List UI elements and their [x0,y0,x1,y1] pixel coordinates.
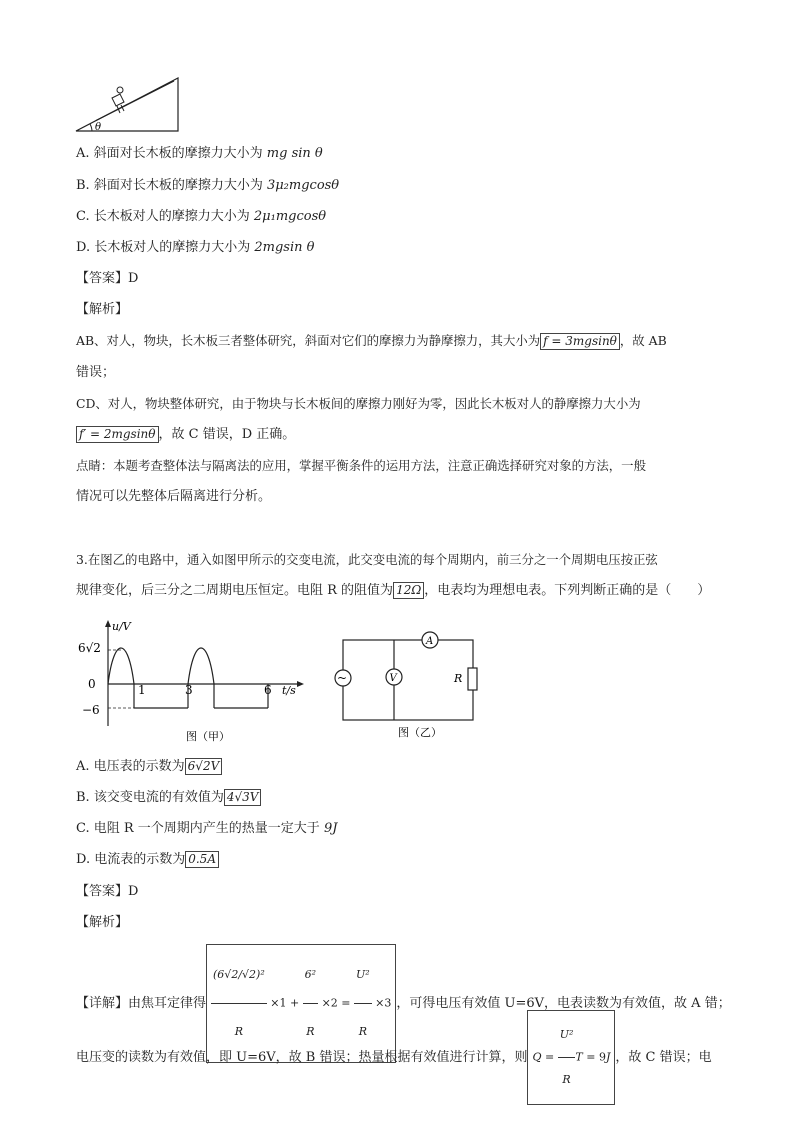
heat-equation: Q = $\frac{\text{U²}}{R}$ T = 9J [527,1010,615,1105]
q3-option-a: A. 电压表的示数为 6√2V [76,758,222,776]
q2-analysis-line-6: 情况可以先整体后隔离进行分析。 [76,489,272,504]
angle-label: θ [95,122,102,133]
x-axis-label: t/s [282,684,296,697]
x-tick-6: 6 [264,683,272,697]
q2-analysis-line-2: 错误； [76,365,116,380]
resistance-value: 12Ω [393,582,424,599]
ammeter-label: A [426,636,434,647]
q2-option-b: B. 斜面对长木板的摩擦力大小为 3μ₂mgcosθ [76,178,340,193]
q3-option-d: D. 电流表的示数为 0.5A [76,851,219,869]
graph-caption: 图（甲） [186,730,230,743]
q3-detail-line-2: 电压变的读数为有效值，即 U=6V，故 B 错误；热量根据有效值进行计算，则 Q = $\frac{\text{U²}}{R}$ T = 9J ，故 C 错误；电 [76,1010,712,1105]
q3-answer: 【答案】D [76,884,139,899]
q2-analysis-line-1: AB、对人，物块，长木板三者整体研究，斜面对它们的摩擦力为静摩擦力，其大小为 f = 3mgsinθ ，故 AB [76,333,667,348]
x-tick-1: 1 [138,683,146,697]
q3-detail-line-1: 【详解】由焦耳定律得 $\frac{\text{(6√2/√2)²}}{R}$ ×1 + $\frac{\text{6²}}{R}$ ×2 = $\frac{\text{U²}}{R}$ ×3，可得电压有效值 U=6V，电表读数为有效值，故 A 错； [76,944,731,1063]
voltage-time-graph [76,618,310,744]
q3-stem-line-2: 规律变化，后三分之二周期电压恒定。电阻 R 的阻值为 12Ω ，电表均为理想电表。下列判断正确的是（ ） [76,583,711,598]
incline-figure [74,72,186,134]
q2-option-c: C. 长木板对人的摩擦力大小为 2μ₁mgcosθ [76,209,327,224]
y-axis-label: u/V [112,620,131,633]
q3-stem-line-1: 3.在图乙的电路中，通入如图甲所示的交变电流，此交变电流的每个周期内，前三分之一个周期电压按正弦 [76,552,658,567]
q2-analysis-heading: 【解析】 [76,302,129,317]
y-top-label: 6√2 [78,641,101,655]
q2-analysis-line-5: 点睛：本题考查整体法与隔离法的应用，掌握平衡条件的运用方法，注意正确选择研究对象的方法，一般 [76,458,646,473]
y-zero-label: 0 [88,677,96,691]
ac-source-symbol: ~ [337,671,348,685]
voltmeter-label: V [389,673,397,684]
friction-eq-2: f′ = 2mgsinθ [76,426,159,443]
circuit-caption: 图（乙） [398,726,442,739]
q2-analysis-line-4: f′ = 2mgsinθ ，故 C 错误，D 正确。 [76,426,295,444]
q3-option-c: C. 电阻 R 一个周期内产生的热量一定大于 9J [76,821,338,836]
circuit-diagram [326,630,486,740]
friction-eq-1: f = 3mgsinθ [540,333,620,350]
q3-analysis-heading: 【解析】 [76,915,129,930]
x-tick-3: 3 [185,683,193,697]
joule-equation: $\frac{\text{(6√2/√2)²}}{R}$ ×1 + $\frac{\text{6²}}{R}$ ×2 = $\frac{\text{U²}}{R}$ ×3 [206,944,396,1063]
y-bottom-label: −6 [82,703,100,717]
q3-option-b: B. 该交变电流的有效值为 4√3V [76,789,261,807]
q2-option-a: A. 斜面对长木板的摩擦力大小为 mg sin θ [76,146,323,161]
q2-answer: 【答案】D [76,271,139,286]
resistor-label: R [454,672,463,685]
q2-option-d: D. 长木板对人的摩擦力大小为 2mgsin θ [76,240,315,255]
q2-analysis-line-3: CD、对人，物块整体研究，由于物块与长木板间的摩擦力刚好为零，因此长木板对人的静摩擦力大小为 [76,396,641,411]
